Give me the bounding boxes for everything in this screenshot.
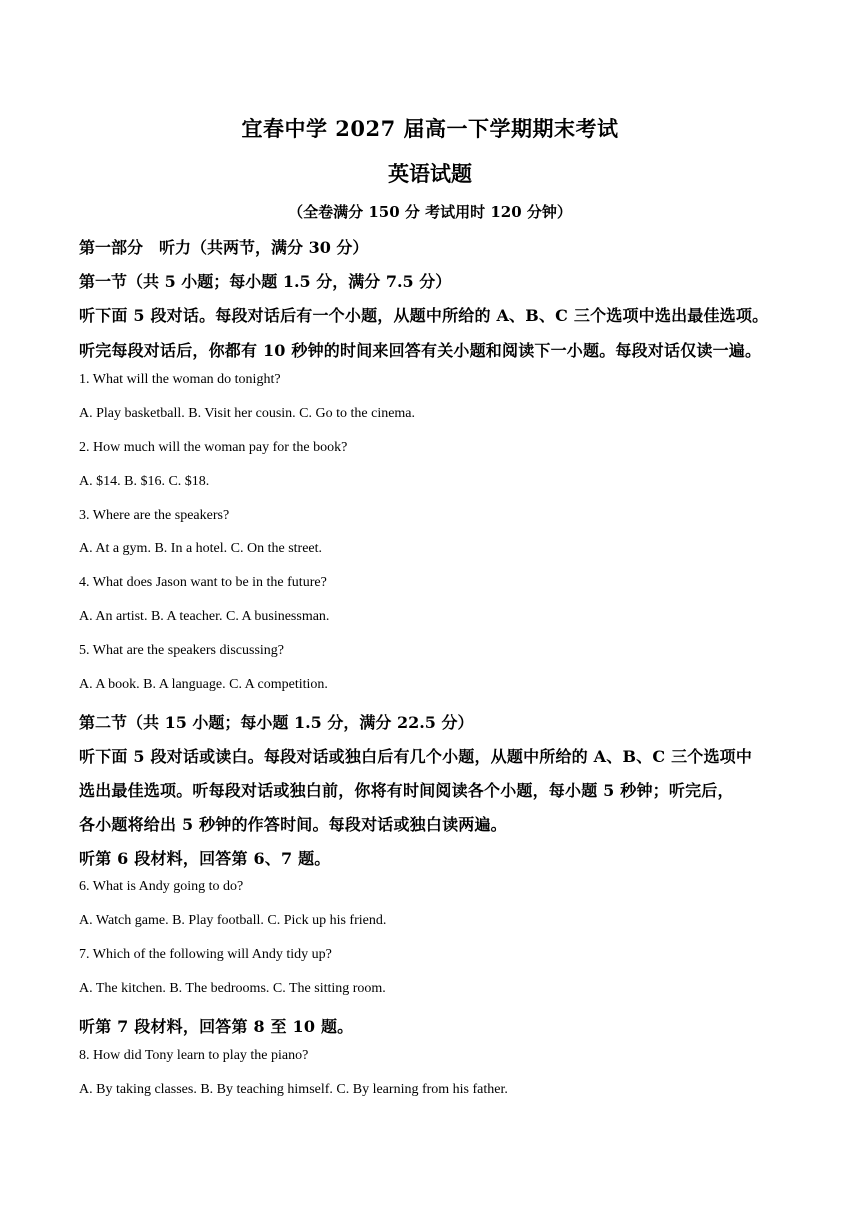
section2-instruction-line: 听下面 5 段对话或读白。每段对话或独白后有几个小题，从题中所给的 A、B、C 三个选项中 — [79, 747, 753, 766]
section2-heading: 第二节（共 15 小题；每小题 1.5 分，满分 22.5 分） — [79, 713, 474, 732]
question-text: 3. Where are the speakers? — [79, 508, 230, 523]
section2-instruction-line: 选出最佳选项。听每段对话或独白前，你将有时间阅读各个小题，每小题 5 秒钟；听完后， — [79, 781, 734, 800]
section1-heading: 第一节（共 5 小题；每小题 1.5 分，满分 7.5 分） — [79, 272, 452, 291]
question-options: A. The kitchen. B. The bedrooms. C. The sitting room. — [79, 981, 386, 996]
part1-heading: 第一部分 听力（共两节，满分 30 分） — [79, 238, 369, 257]
section2-instruction-line: 各小题将给出 5 秒钟的作答时间。每段对话或独白读两遍。 — [79, 815, 507, 834]
section1-instruction-line: 听完每段对话后，你都有 10 秒钟的时间来回答有关小题和阅读下一小题。每段对话仅读一遍。 — [79, 341, 762, 360]
exam-title: 宜春中学 2027 届高一下学期期末考试 — [241, 116, 619, 141]
question-options: A. By taking classes. B. By teaching himself. C. By learning from his father. — [79, 1082, 508, 1097]
exam-subtitle: 英语试题 — [388, 161, 472, 186]
question-options: A. Watch game. B. Play football. C. Pick up his friend. — [79, 913, 387, 928]
question-text: 4. What does Jason want to be in the future? — [79, 575, 327, 590]
question-text: 2. How much will the woman pay for the book? — [79, 440, 348, 455]
question-options: A. $14. B. $16. C. $18. — [79, 474, 210, 489]
question-text: 6. What is Andy going to do? — [79, 879, 244, 894]
exam-note: （全卷满分 150 分 考试用时 120 分钟） — [288, 203, 572, 221]
question-options: A. A book. B. A language. C. A competition. — [79, 677, 328, 692]
question-options: A. At a gym. B. In a hotel. C. On the street. — [79, 541, 323, 556]
question-options: A. Play basketball. B. Visit her cousin. C. Go to the cinema. — [79, 406, 416, 421]
question-text: 7. Which of the following will Andy tidy up? — [79, 947, 332, 962]
question-text: 5. What are the speakers discussing? — [79, 643, 285, 658]
material-heading: 听第 7 段材料，回答第 8 至 10 题。 — [79, 1017, 354, 1036]
section1-instruction-line: 听下面 5 段对话。每段对话后有一个小题，从题中所给的 A、B、C 三个选项中选出最佳选项。 — [79, 306, 769, 325]
material-heading: 听第 6 段材料，回答第 6、7 题。 — [79, 849, 331, 868]
question-options: A. An artist. B. A teacher. C. A businessman. — [79, 609, 330, 624]
question-text: 1. What will the woman do tonight? — [79, 372, 281, 387]
question-text: 8. How did Tony learn to play the piano? — [79, 1048, 309, 1063]
